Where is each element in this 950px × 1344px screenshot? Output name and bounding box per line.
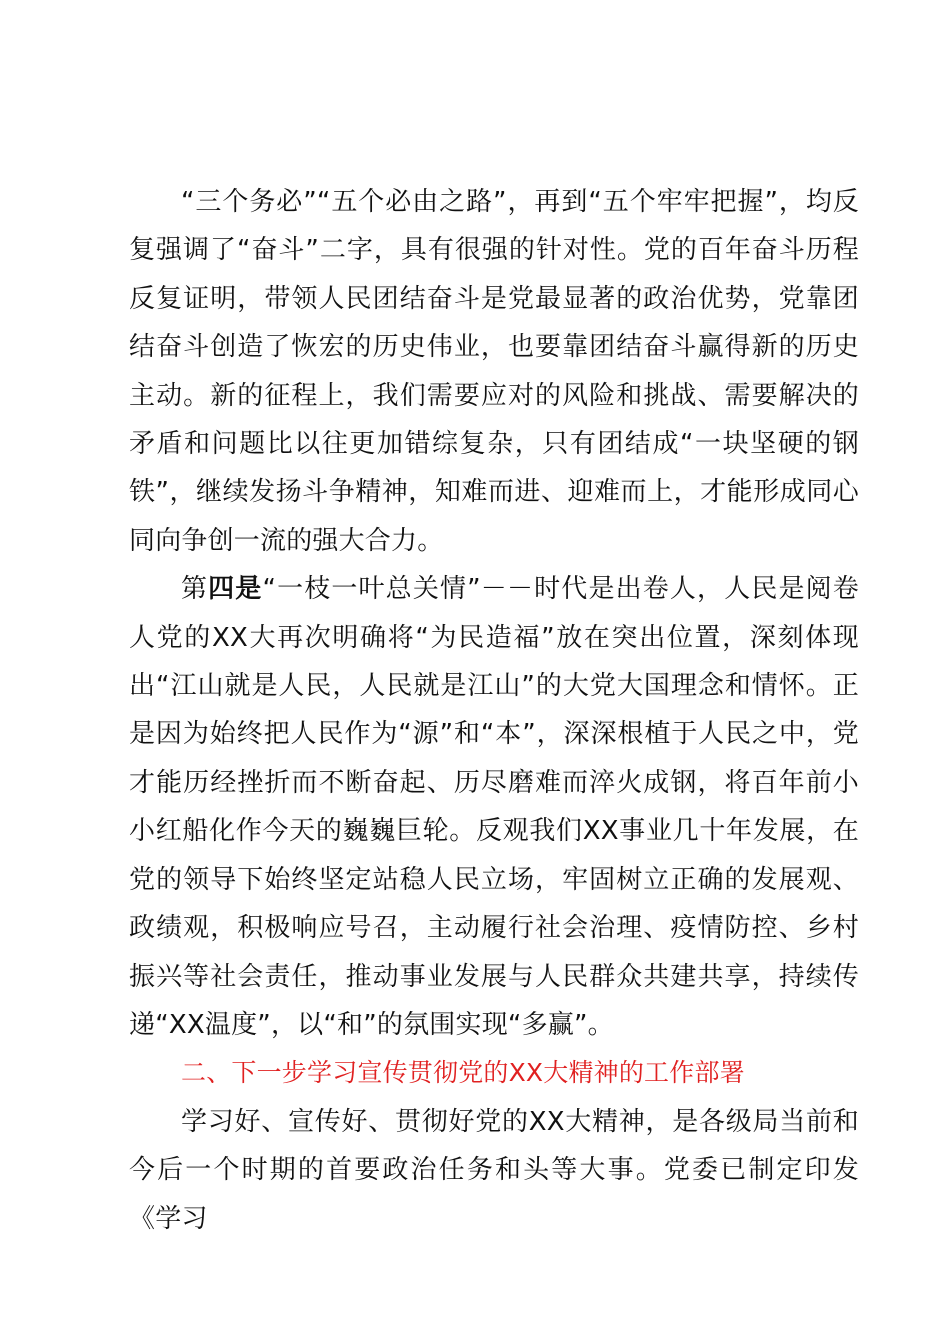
paragraph-deployment: 学习好、宣传好、贯彻好党的XX大精神，是各级局当前和今后一个时期的首要政治任务和头等大事。党委已制定印发《学习 — [129, 1106, 859, 1234]
paragraph-fourth-bold: 四是 — [208, 574, 263, 605]
document-body — [129, 178, 859, 1243]
paragraph-fourth-text: “一枝一叶总关情”－－时代是出卷人，人民是阅卷人党的XX大再次明确将“为民造福”放在突出位置，深刻体现出“江山就是人民，人民就是江山”的大党大国理念和情怀。正是因为始终把人民作为“源”和“本”，深深根植于人民之中，党才能历经挫折而不断奋起、历尽磨难而淬火成钢，将百年前小小红船化作今天的巍巍巨轮。反观我们XX事业几十年发展，在党的领导下始终坚定站稳人民立场，牢固树立正确的发展观、政绩观，积极响应号召，主动履行社会治理、疫情防控、乡村振兴等社会责任，推动事业发展与人民群众共建共享，持续传递“XX温度”，以“和”的氛围实现“多赢”。 — [129, 574, 860, 1040]
paragraph-struggle: “三个务必”“五个必由之路”，再到“五个牢牢把握”，均反复强调了“奋斗”二字，具有很强的针对性。党的百年奋斗历程反复证明，带领人民团结奋斗是党最显著的政治优势，党靠团结奋斗创造了恢宏的历史伟业，也要靠团结奋斗赢得新的历史主动。新的征程上，我们需要应对的风险和挑战、需要解决的矛盾和问题比以往更加错综复杂，只有团结成“一块坚硬的钢铁”，继续发扬斗争精神，知难而进、迎难而上，才能形成同心同向争创一流的强大合力。 — [129, 187, 859, 556]
paragraph-fourth-prefix: 第 — [181, 574, 209, 605]
paragraph-fourth-point — [129, 565, 859, 1049]
section-heading-next-steps: 二、下一步学习宣传贯彻党的XX大精神的工作部署 — [181, 1058, 745, 1088]
